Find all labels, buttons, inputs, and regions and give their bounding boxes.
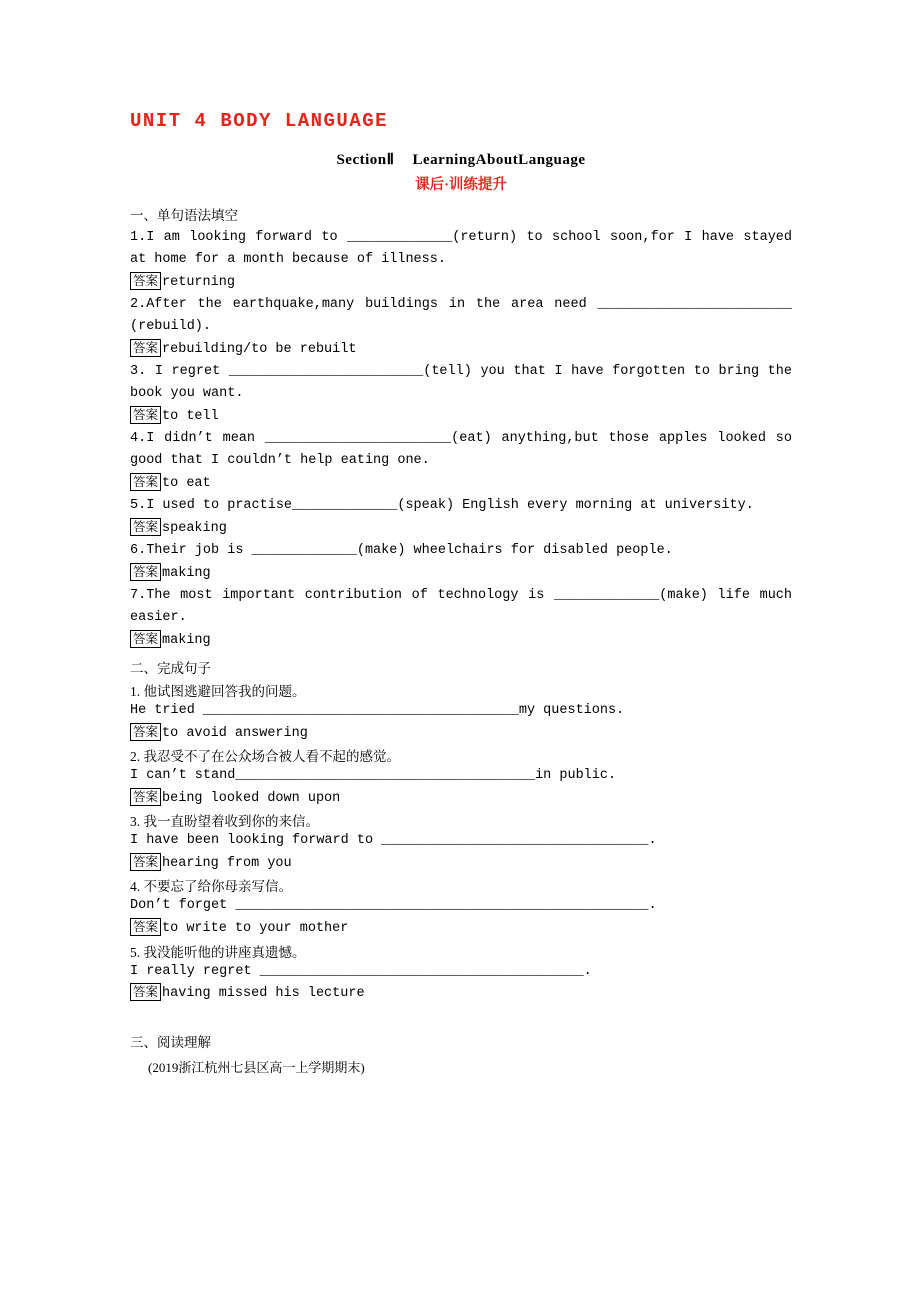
question-item: 5.I used to practise_____________(speak) English every morning at university. [130, 497, 754, 513]
part-3-heading: 三、阅读理解 [130, 1034, 211, 1050]
answer-text: to avoid answering [162, 725, 308, 741]
question-chinese: 4. 不要忘了给你母亲写信。 [130, 879, 292, 895]
sub-title: 课后·训练提升 [415, 177, 507, 193]
answer-label: 答案 [130, 853, 161, 871]
answer-text: to eat [162, 475, 211, 491]
question-english: I can’t stand_____________________________________in public. [130, 768, 617, 784]
answer-text: rebuilding/to be rebuilt [162, 341, 357, 357]
answer-text: hearing from you [162, 856, 292, 872]
question-chinese: 1. 他试图逃避回答我的问题。 [130, 684, 306, 700]
answer-row [130, 473, 792, 494]
answer-row [130, 723, 792, 744]
question-item: 4.I didn’t mean _______________________(eat) anything,but those apples looked so good that I couldn’t help eating one. [130, 430, 792, 468]
question-english: Don’t forget ___________________________________________________. [130, 898, 657, 914]
question-chinese: 2. 我忍受不了在公众场合被人看不起的感觉。 [130, 749, 400, 765]
page-title: UNIT 4 BODY LANGUAGE [130, 110, 389, 132]
part-3-section [130, 1031, 792, 1076]
answer-text: making [162, 632, 211, 648]
answer-label: 答案 [130, 918, 161, 936]
question-english: I have been looking forward to _________________________________. [130, 833, 657, 849]
answer-label: 答案 [130, 983, 161, 1001]
answer-row [130, 853, 792, 874]
question-chinese: 3. 我一直盼望着收到你的来信。 [130, 814, 319, 830]
answer-row [130, 339, 792, 360]
answer-label: 答案 [130, 563, 161, 581]
answer-row [130, 518, 792, 539]
section-number: SectionⅡ [336, 152, 395, 168]
answer-text: speaking [162, 520, 227, 536]
part-2-heading: 二、完成句子 [130, 663, 211, 679]
answer-label: 答案 [130, 788, 161, 806]
answer-label: 答案 [130, 630, 161, 648]
answer-row [130, 563, 792, 584]
answer-label: 答案 [130, 723, 161, 741]
answer-text: being looked down upon [162, 791, 341, 807]
section-name: LearningAboutLanguage [412, 152, 586, 168]
answer-row [130, 983, 792, 1004]
answer-label: 答案 [130, 339, 161, 357]
answer-row [130, 788, 792, 809]
answer-row [130, 918, 792, 939]
document-content [130, 110, 792, 1076]
answer-label: 答案 [130, 406, 161, 424]
question-item: 2.After the earthquake,many buildings in the area need ________________________ (rebuild). [130, 296, 792, 334]
answer-text: making [162, 565, 211, 581]
part-3-source: (2019浙江杭州七县区高一上学期期末) [148, 1059, 365, 1075]
question-chinese: 5. 我没能听他的讲座真遗憾。 [130, 944, 306, 960]
answer-row [130, 272, 792, 293]
question-item: 3. I regret ________________________(tell) you that I have forgotten to bring the book you want. [130, 363, 792, 401]
answer-row [130, 406, 792, 427]
question-item: 1.I am looking forward to _____________(return) to school soon,for I have stayed at home for a month because of illness. [130, 230, 792, 267]
answer-text: to write to your mother [162, 921, 349, 937]
answer-label: 答案 [130, 272, 161, 290]
question-english: I really regret ________________________________________. [130, 963, 592, 979]
question-item: 7.The most important contribution of technology is _____________(make) life much easier. [130, 588, 792, 625]
part-1-heading: 一、单句语法填空 [130, 210, 238, 225]
answer-text: to tell [162, 408, 219, 424]
answer-row [130, 630, 792, 651]
answer-text: returning [162, 274, 235, 290]
answer-label: 答案 [130, 473, 161, 491]
question-english: He tried _______________________________________my questions. [130, 703, 625, 719]
answer-label: 答案 [130, 518, 161, 536]
question-item: 6.Their job is _____________(make) wheelchairs for disabled people. [130, 542, 673, 558]
section-heading [130, 150, 792, 169]
answer-text: having missed his lecture [162, 986, 365, 1002]
